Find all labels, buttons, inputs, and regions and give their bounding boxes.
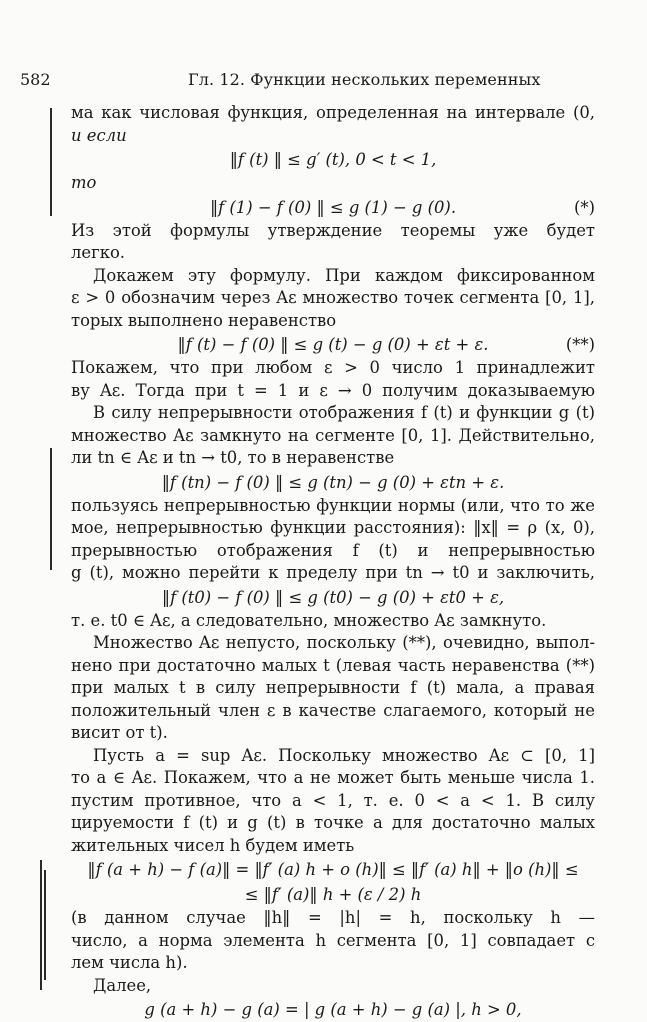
formula — [71, 195, 595, 220]
text-line: и если — [71, 125, 127, 145]
text-line: нено при достаточно малых t (левая часть неравенства (**) — [71, 655, 595, 675]
text-line: ε > 0 обозначим через Aε множество точек сегмента [0, 1], — [71, 288, 595, 307]
formula — [71, 470, 595, 495]
text-line: ма как числовая функция, определенная на интервале (0, — [71, 103, 595, 122]
text-line: число, а норма элемента h сегмента [0, 1] совпадает с — [71, 930, 595, 950]
text-line: торых выполнено неравенство — [71, 310, 337, 330]
formula-tag: (*) — [574, 197, 595, 217]
body-text — [71, 102, 595, 1022]
text-line: т. е. t0 ∈ Aε, а следовательно, множество Aε замкнуто. — [71, 610, 547, 630]
text-line: то — [71, 173, 97, 192]
text-line: В силу непрерывности отображения f (t) и функции g (t) — [93, 403, 595, 422]
formula — [71, 585, 595, 610]
text-line: Докажем эту формулу. При каждом фиксированном — [93, 265, 595, 285]
text-line: пустим противное, что a < 1, т. е. 0 < a < 1. В силу — [71, 790, 595, 810]
text-line: Из этой формулы утверждение теоремы уже будет — [71, 220, 595, 240]
formula-text: ‖f (t) − f (0) ‖ ≤ g (t) − g (0) + εt + ε. — [177, 335, 489, 354]
text-line: Множество Aε непусто, поскольку (**), очевидно, выпол- — [93, 633, 595, 652]
margin-bar — [50, 108, 52, 216]
formula — [71, 857, 595, 882]
text-line: g (t), можно перейти к пределу при tn → t0 и заключить, — [71, 563, 595, 582]
page-number: 582 — [20, 70, 51, 89]
running-head: Гл. 12. Функции нескольких переменных — [188, 70, 541, 89]
text-line: жительных чисел h будем иметь — [71, 835, 355, 855]
text-line: Пусть a = sup Aε. Поскольку множество Aε ⊂ [0, 1] — [93, 745, 595, 765]
text-line: (в данном случае ‖h‖ = |h| = h, поскольку h — — [71, 908, 595, 927]
text-line: при малых t в силу непрерывности f (t) мала, а правая — [71, 678, 595, 697]
formula-text: ‖f (t) ‖ ≤ g′ (t), 0 < t < 1, — [229, 150, 437, 169]
formula-text: ‖f (a + h) − f (a)‖ = ‖f′ (a) h + o (h)‖ ≤ ‖f′ (a) h‖ + ‖o (h)‖ ≤ — [87, 860, 579, 879]
text-line: цируемости f (t) и g (t) в точке a для достаточно малых — [71, 813, 595, 832]
formula-text: ‖f (1) − f (0) ‖ ≤ g (1) − g (0). — [209, 197, 457, 217]
text-line: висит от t). — [71, 723, 168, 742]
text-line: то a ∈ Aε. Покажем, что a не может быть меньше числа 1. — [71, 768, 595, 787]
formula — [71, 882, 595, 907]
text-line: Покажем, что при любом ε > 0 число 1 принадлежит — [71, 358, 595, 377]
margin-bar — [50, 448, 52, 570]
text-line: ву Aε. Тогда при t = 1 и ε → 0 получим доказываемую — [71, 380, 595, 400]
formula-tag: (**) — [565, 335, 595, 354]
text-line: пользуясь непрерывностью функции нормы (или, что то же — [71, 495, 595, 515]
page-header — [0, 70, 647, 94]
text-line: лем числа h). — [71, 953, 188, 972]
text-line: мое, непрерывностью функции расстояния): ‖x‖ = ρ (x, 0), — [71, 518, 595, 537]
margin-bar — [40, 860, 42, 990]
text-line: положительный член ε в качестве слагаемого, который не — [71, 700, 595, 720]
text-line: Далее, — [93, 975, 152, 995]
formula — [71, 997, 595, 1022]
text-line: прерывностью отображения f (t) и непрерывностью — [71, 540, 595, 560]
text-line: ли tn ∈ Aε и tn → t0, то в неравенстве — [71, 448, 395, 467]
formula-text: ‖f (t0) − f (0) ‖ ≤ g (t0) − g (0) + εt0 + ε, — [161, 587, 505, 607]
text-line: множество Aε замкнуто на сегменте [0, 1]. Действительно, — [71, 425, 595, 445]
formula-text: ‖f (tn) − f (0) ‖ ≤ g (tn) − g (0) + εtn + ε. — [161, 472, 505, 492]
margin-bar — [44, 870, 46, 980]
text-line: легко. — [71, 243, 126, 262]
formula — [71, 332, 595, 357]
formula — [71, 147, 595, 172]
formula-text: g (a + h) − g (a) = | g (a + h) − g (a) |, h > 0, — [144, 1000, 522, 1019]
formula-text: ≤ ‖f′ (a)‖ h + (ε / 2) h — [244, 885, 422, 904]
